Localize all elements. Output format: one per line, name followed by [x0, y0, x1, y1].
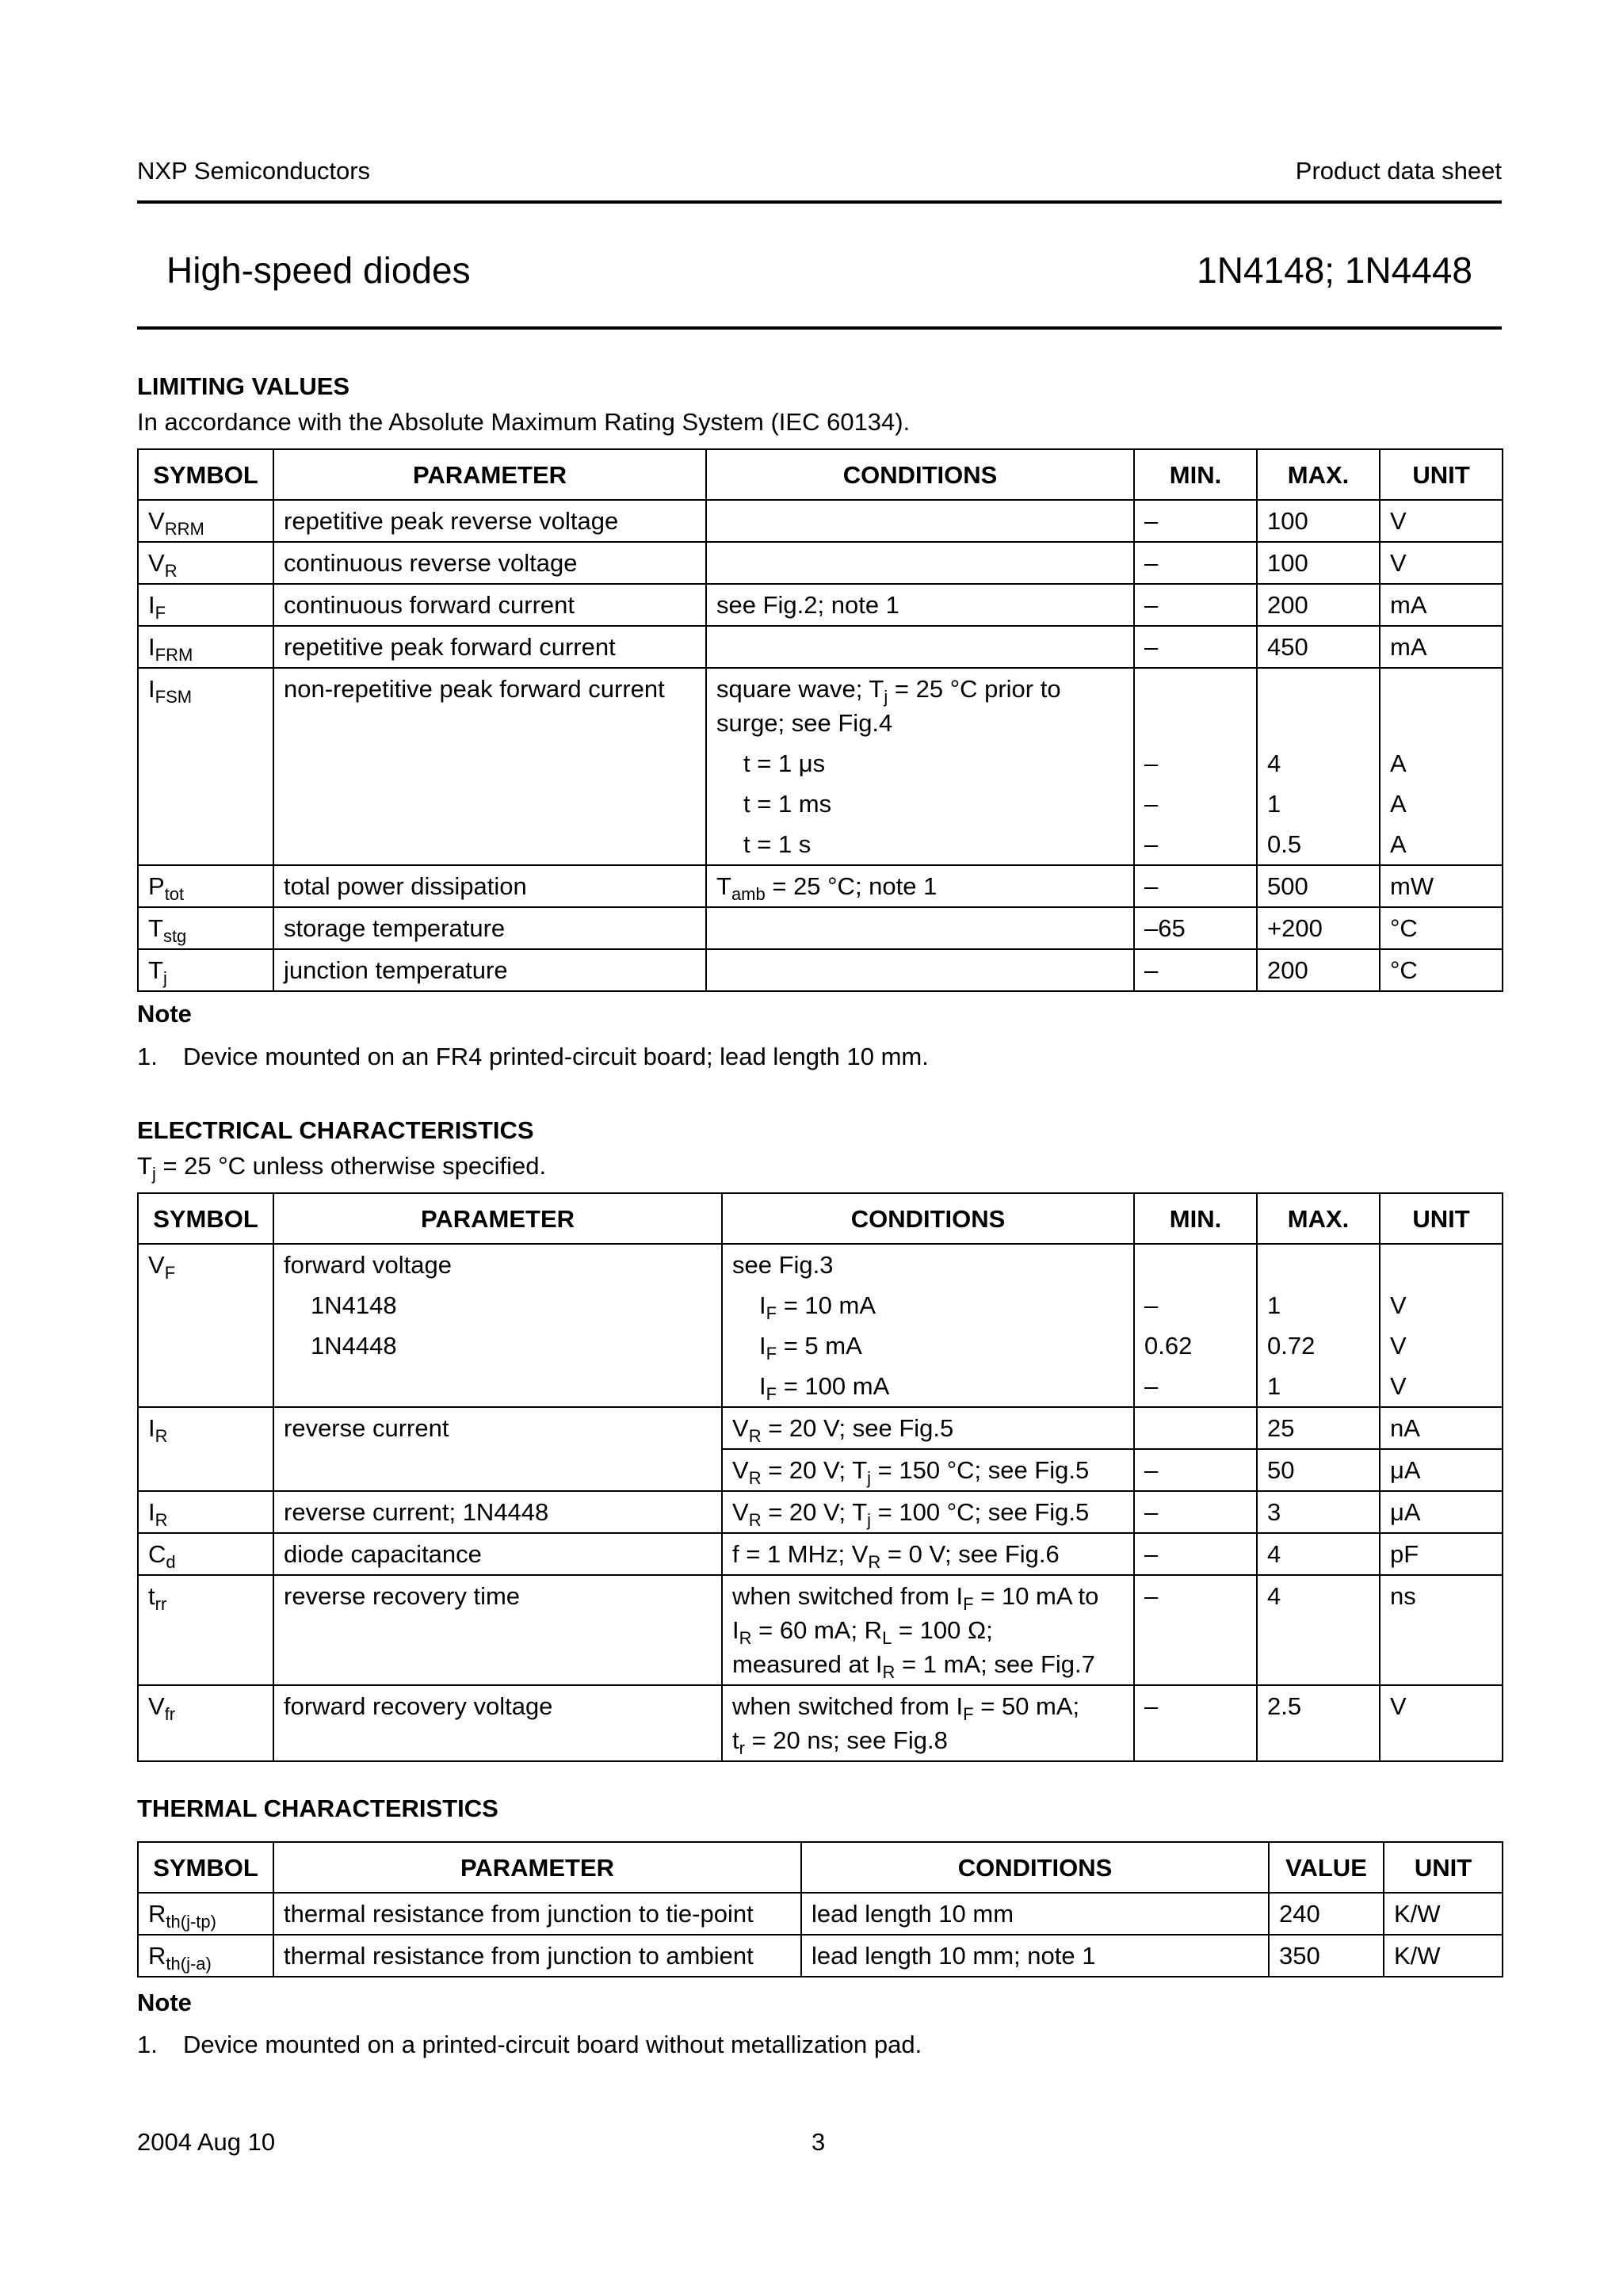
symbol-cell: $I_{FRM}$ [138, 626, 273, 668]
symbol-cell: $I_{FSM}$ [138, 668, 273, 865]
unit-cell [1380, 668, 1503, 865]
unit-value: A [1390, 790, 1407, 818]
condition-line: t = 1 ms [743, 790, 832, 818]
condition-line: when switched from $I_F = 10$ mA to [732, 1582, 1099, 1614]
min-value: 0.62 [1144, 1332, 1193, 1360]
col-value: VALUE [1269, 1842, 1384, 1893]
conditions-cell: f = 1 MHz; $V_R = 0$ V; see Fig.6 [722, 1533, 1134, 1575]
col-symbol: SYMBOL [138, 1842, 273, 1893]
parameter-cell: continuous reverse voltage [273, 542, 706, 584]
table-row [138, 1935, 1503, 1977]
max-cell: 100 [1257, 542, 1380, 584]
unit-cell: mA [1380, 626, 1503, 668]
max-cell: 3 [1257, 1491, 1380, 1533]
symbol-cell: $I_R$ [138, 1491, 273, 1533]
limiting-values-table [137, 448, 1503, 992]
table-row [138, 907, 1503, 949]
symbol-cell: $C_d$ [138, 1533, 273, 1575]
page-number: 3 [812, 2128, 826, 2156]
min-cell: – [1134, 500, 1257, 542]
table-row [138, 542, 1503, 584]
company-name: NXP Semiconductors [137, 157, 371, 185]
document-type: Product data sheet [1295, 157, 1502, 185]
col-conditions: CONDITIONS [706, 449, 1134, 500]
min-value: – [1144, 830, 1159, 858]
conditions-cell: $V_R = 20$ V; $T_j = 150$ °C; see Fig.5 [722, 1449, 1134, 1491]
parameter-cell: reverse current; 1N4448 [273, 1491, 722, 1533]
parameter-cell: non-repetitive peak forward current [273, 668, 706, 865]
table-row [138, 1407, 1503, 1449]
conditions-cell [706, 626, 1134, 668]
max-cell [1257, 668, 1380, 865]
symbol-cell: $t_{rr}$ [138, 1575, 273, 1685]
table-row [138, 500, 1503, 542]
max-value: 1 [1267, 1291, 1281, 1319]
condition-line: $I_R = 60$ mA; $R_L = 100$ Ω; [732, 1616, 993, 1648]
condition-line: $I_F = 10$ mA [759, 1291, 876, 1323]
unit-cell [1380, 1244, 1503, 1407]
min-value: – [1144, 749, 1159, 777]
col-conditions: CONDITIONS [722, 1193, 1134, 1244]
unit-value: V [1390, 1332, 1407, 1360]
condition-line: $I_F = 5$ mA [759, 1332, 862, 1363]
table-row [138, 626, 1503, 668]
max-value: 0.5 [1267, 830, 1302, 858]
table-row [138, 1491, 1503, 1533]
max-cell [1257, 1244, 1380, 1407]
footer-date: 2004 Aug 10 [137, 2128, 276, 2156]
title-rule [137, 326, 1502, 330]
table-row [138, 584, 1503, 626]
limiting-values-heading: LIMITING VALUES [137, 372, 350, 400]
conditions-cell [706, 500, 1134, 542]
min-value: – [1144, 790, 1159, 818]
unit-cell: V [1380, 500, 1503, 542]
max-value: 1 [1267, 790, 1281, 818]
col-max: MAX. [1257, 1193, 1380, 1244]
page-title: High-speed diodes [166, 250, 471, 291]
min-cell: – [1134, 1685, 1257, 1761]
table-row [138, 668, 1503, 865]
condition-line: measured at $I_R = 1$ mA; see Fig.7 [732, 1650, 1095, 1682]
conditions-cell [706, 668, 1134, 865]
unit-cell: K/W [1384, 1935, 1503, 1977]
conditions-cell: see Fig.2; note 1 [706, 584, 1134, 626]
min-cell: – [1134, 1449, 1257, 1491]
unit-cell: V [1380, 1685, 1503, 1761]
parameter-cell: continuous forward current [273, 584, 706, 626]
col-unit: UNIT [1384, 1842, 1503, 1893]
condition-line: t = 1 μs [743, 749, 826, 777]
col-min: MIN. [1134, 449, 1257, 500]
col-max: MAX. [1257, 449, 1380, 500]
min-cell: – [1134, 1575, 1257, 1685]
symbol-cell: $I_F$ [138, 584, 273, 626]
limiting-note-heading: Note [137, 1000, 192, 1028]
parameter-cell: forward recovery voltage [273, 1685, 722, 1761]
symbol-cell: $P_{tot}$ [138, 865, 273, 907]
parameter-cell: thermal resistance from junction to tie-point [273, 1893, 801, 1935]
table-row [138, 865, 1503, 907]
conditions-cell: lead length 10 mm; note 1 [801, 1935, 1269, 1977]
parameter-cell: reverse recovery time [273, 1575, 722, 1685]
col-parameter: PARAMETER [273, 449, 706, 500]
min-cell: – [1134, 865, 1257, 907]
col-parameter: PARAMETER [273, 1193, 722, 1244]
min-cell: –65 [1134, 907, 1257, 949]
symbol-cell: $V_R$ [138, 542, 273, 584]
max-cell: +200 [1257, 907, 1380, 949]
thermal-note-heading: Note [137, 1989, 192, 2016]
limiting-note: 1. Device mounted on an FR4 printed-circuit board; lead length 10 mm. [137, 1043, 929, 1070]
conditions-cell: $V_R = 20$ V; $T_j = 100$ °C; see Fig.5 [722, 1491, 1134, 1533]
max-cell: 100 [1257, 500, 1380, 542]
symbol-cell: $R_{th(j-tp)}$ [138, 1893, 273, 1935]
symbol-cell: $V_F$ [138, 1244, 273, 1407]
col-parameter: PARAMETER [273, 1842, 801, 1893]
unit-value: V [1390, 1291, 1407, 1319]
value-cell: 240 [1269, 1893, 1384, 1935]
unit-cell: mA [1380, 584, 1503, 626]
min-value: – [1144, 1291, 1159, 1319]
symbol-cell: $V_{fr}$ [138, 1685, 273, 1761]
parameter-cell: total power dissipation [273, 865, 706, 907]
max-cell: 2.5 [1257, 1685, 1380, 1761]
unit-cell: mW [1380, 865, 1503, 907]
table-row [138, 1685, 1503, 1761]
condition-line: when switched from $I_F = 50$ mA; [732, 1692, 1080, 1724]
electrical-characteristics-table [137, 1192, 1503, 1762]
max-cell: 25 [1257, 1407, 1380, 1449]
parameter-cell: repetitive peak forward current [273, 626, 706, 668]
header-rule [137, 200, 1502, 204]
max-cell: 4 [1257, 1575, 1380, 1685]
parameter-cell: storage temperature [273, 907, 706, 949]
max-value: 1 [1267, 1372, 1281, 1400]
table-header-row [138, 1193, 1503, 1244]
table-row [138, 1244, 1503, 1407]
thermal-characteristics-table [137, 1841, 1503, 1978]
conditions-cell [722, 1244, 1134, 1407]
unit-cell: μA [1380, 1449, 1503, 1491]
unit-cell: °C [1380, 907, 1503, 949]
unit-cell: pF [1380, 1533, 1503, 1575]
max-cell: 200 [1257, 584, 1380, 626]
min-cell: – [1134, 542, 1257, 584]
max-cell: 450 [1257, 626, 1380, 668]
min-cell: – [1134, 949, 1257, 991]
conditions-cell [706, 907, 1134, 949]
min-cell: – [1134, 584, 1257, 626]
min-cell: – [1134, 1533, 1257, 1575]
value-cell: 350 [1269, 1935, 1384, 1977]
unit-cell: ns [1380, 1575, 1503, 1685]
table-header-row [138, 1842, 1503, 1893]
min-cell [1134, 668, 1257, 865]
table-row [138, 1575, 1503, 1685]
table-row [138, 1533, 1503, 1575]
max-value: 0.72 [1267, 1332, 1316, 1360]
condition-line: t = 1 s [743, 830, 812, 858]
conditions-cell: lead length 10 mm [801, 1893, 1269, 1935]
symbol-cell: $T_j$ [138, 949, 273, 991]
parameter-variant: 1N4448 [311, 1332, 397, 1360]
table-row [138, 1893, 1503, 1935]
max-cell: 200 [1257, 949, 1380, 991]
conditions-cell: $T_{amb} = 25$ °C; note 1 [706, 865, 1134, 907]
min-cell: – [1134, 626, 1257, 668]
condition-line: $t_r = 20$ ns; see Fig.8 [732, 1726, 948, 1758]
parameter-cell: reverse current [273, 1407, 722, 1491]
symbol-cell: $I_R$ [138, 1407, 273, 1491]
symbol-cell: $V_{RRM}$ [138, 500, 273, 542]
unit-value: A [1390, 749, 1407, 777]
conditions-cell [706, 542, 1134, 584]
col-symbol: SYMBOL [138, 449, 273, 500]
electrical-characteristics-heading: ELECTRICAL CHARACTERISTICS [137, 1116, 534, 1144]
parameter-cell: repetitive peak reverse voltage [273, 500, 706, 542]
max-cell: 50 [1257, 1449, 1380, 1491]
min-cell [1134, 1407, 1257, 1449]
conditions-cell [722, 1685, 1134, 1761]
parameter-variant: 1N4148 [311, 1291, 397, 1319]
electrical-characteristics-subtitle: $T_j = 25$ °C unless otherwise specified. [137, 1152, 547, 1184]
unit-cell: V [1380, 542, 1503, 584]
conditions-cell: $V_R = 20$ V; see Fig.5 [722, 1407, 1134, 1449]
part-numbers: 1N4148; 1N4448 [1197, 250, 1472, 291]
unit-cell: K/W [1384, 1893, 1503, 1935]
col-min: MIN. [1134, 1193, 1257, 1244]
condition-text: square wave; $T_j = 25$ °C prior to surge; see Fig.4 [716, 675, 1061, 737]
parameter-cell: junction temperature [273, 949, 706, 991]
thermal-note: 1. Device mounted on a printed-circuit board without metallization pad. [137, 2031, 922, 2058]
condition-line: $I_F = 100$ mA [759, 1372, 890, 1404]
min-value: – [1144, 1372, 1159, 1400]
table-header-row [138, 449, 1503, 500]
table-row [138, 949, 1503, 991]
max-cell: 4 [1257, 1533, 1380, 1575]
col-symbol: SYMBOL [138, 1193, 273, 1244]
unit-cell: °C [1380, 949, 1503, 991]
symbol-cell: $T_{stg}$ [138, 907, 273, 949]
parameter-text: forward voltage [284, 1251, 452, 1279]
conditions-cell [706, 949, 1134, 991]
col-unit: UNIT [1380, 449, 1503, 500]
parameter-cell [273, 1244, 722, 1407]
thermal-characteristics-heading: THERMAL CHARACTERISTICS [137, 1794, 498, 1822]
min-cell: – [1134, 1491, 1257, 1533]
col-conditions: CONDITIONS [801, 1842, 1269, 1893]
unit-value: A [1390, 830, 1407, 858]
col-unit: UNIT [1380, 1193, 1503, 1244]
max-cell: 500 [1257, 865, 1380, 907]
condition-text: see Fig.3 [732, 1251, 834, 1279]
min-cell [1134, 1244, 1257, 1407]
max-value: 4 [1267, 749, 1281, 777]
limiting-values-subtitle: In accordance with the Absolute Maximum Rating System (IEC 60134). [137, 408, 911, 436]
unit-cell: μA [1380, 1491, 1503, 1533]
symbol-cell: $R_{th(j-a)}$ [138, 1935, 273, 1977]
unit-cell: nA [1380, 1407, 1503, 1449]
unit-value: V [1390, 1372, 1407, 1400]
parameter-cell: diode capacitance [273, 1533, 722, 1575]
parameter-cell: thermal resistance from junction to ambient [273, 1935, 801, 1977]
conditions-cell [722, 1575, 1134, 1685]
